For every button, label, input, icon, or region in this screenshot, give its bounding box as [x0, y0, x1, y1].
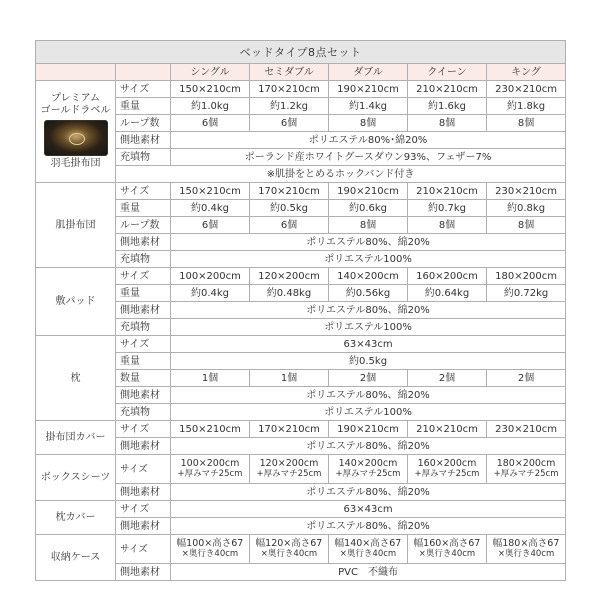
attribute-label: 側地素材	[116, 234, 171, 251]
attribute-label: 充填物	[116, 251, 171, 268]
comforter-tag-icon	[44, 120, 108, 156]
value-cell: 170×210cm	[250, 421, 329, 438]
value-cell	[250, 535, 329, 564]
value-line-sub: +厚みマチ25cm	[177, 469, 243, 479]
value-line-sub: +厚みマチ25cm	[414, 469, 480, 479]
attribute-label: 側地素材	[116, 518, 171, 535]
value-cell: 約0.72kg	[487, 285, 566, 302]
spanned-value: ポリエステル80%、綿20%	[171, 387, 566, 404]
value-line: 160×200cm	[417, 458, 477, 469]
table-row	[36, 302, 566, 319]
spanned-value: 63×43cm	[171, 501, 566, 518]
table-title: ベッドタイプ8点セット	[36, 41, 566, 64]
attribute-label: 重量	[116, 200, 171, 217]
table-row	[36, 336, 566, 353]
value-cell: 210×210cm	[408, 81, 487, 98]
attribute-label: サイズ	[116, 183, 171, 200]
attribute-label: 側地素材	[116, 438, 171, 455]
value-line: 180×200cm	[496, 458, 556, 469]
note-row	[36, 166, 566, 183]
table-row	[36, 81, 566, 98]
table-row	[36, 455, 566, 484]
table-row	[36, 183, 566, 200]
attribute-label: 側地素材	[116, 564, 171, 581]
value-cell	[487, 535, 566, 564]
table-row	[36, 115, 566, 132]
header-blank-attr	[116, 64, 171, 81]
size-header: クイーン	[408, 64, 487, 81]
value-cell: 1個	[250, 370, 329, 387]
value-cell: 150×210cm	[171, 421, 250, 438]
size-header: シングル	[171, 64, 250, 81]
value-cell	[329, 535, 408, 564]
value-cell: 約0.8kg	[487, 200, 566, 217]
value-cell: 8個	[487, 115, 566, 132]
spanned-value: ポリエステル80%、綿20%	[171, 438, 566, 455]
value-line-sub: +厚みマチ25cm	[493, 469, 559, 479]
table-row	[36, 535, 566, 564]
attribute-label: 側地素材	[116, 132, 171, 149]
attribute-label: ループ数	[116, 217, 171, 234]
value-cell: 190×210cm	[329, 183, 408, 200]
header-blank-product	[36, 64, 116, 81]
value-line: 幅120×高さ67	[255, 538, 323, 549]
value-cell: 150×210cm	[171, 183, 250, 200]
table-row	[36, 438, 566, 455]
spanned-value: ポリエステル100%	[171, 319, 566, 336]
value-cell	[171, 535, 250, 564]
value-cell: 230×210cm	[487, 81, 566, 98]
value-cell: 160×200cm	[408, 268, 487, 285]
spanned-value: ポリエステル80%、綿20%	[171, 302, 566, 319]
value-line: 120×200cm	[259, 458, 319, 469]
title-row	[36, 41, 566, 64]
table-row	[36, 404, 566, 421]
spanned-value: ポリエステル80%、綿20%	[171, 234, 566, 251]
value-cell: 約1.4kg	[329, 98, 408, 115]
value-cell: 6個	[250, 115, 329, 132]
value-cell: 約0.7kg	[408, 200, 487, 217]
value-cell: 1個	[171, 370, 250, 387]
attribute-label: 充填物	[116, 319, 171, 336]
attribute-label: サイズ	[116, 421, 171, 438]
value-cell: 8個	[408, 115, 487, 132]
table-row	[36, 370, 566, 387]
value-line: 幅160×高さ67	[413, 538, 481, 549]
product-name-cell: 肌掛布団	[36, 183, 116, 268]
spanned-value: ポリエステル80%、綿20%	[171, 484, 566, 501]
value-cell: 2個	[408, 370, 487, 387]
product-name-cell: 敷パッド	[36, 268, 116, 336]
value-line-sub: ×奥行き40cm	[260, 549, 318, 559]
table-row	[36, 149, 566, 166]
table-row	[36, 387, 566, 404]
value-cell: 8個	[487, 217, 566, 234]
value-cell: 約1.0kg	[171, 98, 250, 115]
size-header: キング	[487, 64, 566, 81]
spanned-value: PVC 不織布	[171, 564, 566, 581]
value-line: 140×200cm	[338, 458, 398, 469]
value-cell: 約0.48kg	[250, 285, 329, 302]
table-row	[36, 132, 566, 149]
product-name-line: プレミアム	[51, 93, 100, 104]
spanned-value: ポリエステル80%･綿20%	[171, 132, 566, 149]
spec-table-body	[36, 41, 566, 581]
value-cell: 6個	[171, 217, 250, 234]
value-line-sub: ×奥行き40cm	[339, 549, 397, 559]
attribute-label: サイズ	[116, 501, 171, 518]
value-cell: 約0.6kg	[329, 200, 408, 217]
table-row	[36, 98, 566, 115]
product-name-cell: 枕	[36, 336, 116, 421]
value-cell: 190×210cm	[329, 81, 408, 98]
product-name-cell	[36, 81, 116, 183]
value-cell: 6個	[171, 115, 250, 132]
value-cell: 230×210cm	[487, 183, 566, 200]
table-row	[36, 217, 566, 234]
attribute-label: 重量	[116, 353, 171, 370]
value-line: 100×200cm	[180, 458, 240, 469]
value-line-sub: +厚みマチ25cm	[335, 469, 401, 479]
product-name-bottom: 羽毛掛布団	[50, 158, 101, 169]
attribute-label: ループ数	[116, 115, 171, 132]
value-cell: 100×200cm	[171, 268, 250, 285]
table-row	[36, 421, 566, 438]
value-cell: 約0.4kg	[171, 200, 250, 217]
value-cell	[408, 535, 487, 564]
value-cell	[487, 455, 566, 484]
product-name-cell: ボックスシーツ	[36, 455, 116, 501]
value-cell: 230×210cm	[487, 421, 566, 438]
product-name-cell: 枕カバー	[36, 501, 116, 535]
value-cell: 120×200cm	[250, 268, 329, 285]
spanned-value: ポリエステル100%	[171, 251, 566, 268]
spanned-value: 63×43cm	[171, 336, 566, 353]
value-cell: 2個	[329, 370, 408, 387]
value-cell: 150×210cm	[171, 81, 250, 98]
table-row	[36, 319, 566, 336]
attribute-label: サイズ	[116, 81, 171, 98]
value-cell: 約0.56kg	[329, 285, 408, 302]
attribute-label: 充填物	[116, 149, 171, 166]
size-header: セミダブル	[250, 64, 329, 81]
table-row	[36, 268, 566, 285]
table-row	[36, 501, 566, 518]
attribute-label: 充填物	[116, 404, 171, 421]
value-cell: 140×200cm	[329, 268, 408, 285]
table-row	[36, 518, 566, 535]
value-cell: 約1.8kg	[487, 98, 566, 115]
value-cell: 8個	[329, 217, 408, 234]
spanned-value: ポリエステル100%	[171, 404, 566, 421]
spanned-value: ポーランド産ホワイトグースダウン93%、フェザー7%	[171, 149, 566, 166]
value-cell	[408, 455, 487, 484]
value-cell: 170×210cm	[250, 81, 329, 98]
attribute-label: 数量	[116, 370, 171, 387]
value-cell: 2個	[487, 370, 566, 387]
value-cell: 190×210cm	[329, 421, 408, 438]
value-cell: 約1.2kg	[250, 98, 329, 115]
product-name-cell: 掛布団カバー	[36, 421, 116, 455]
value-cell: 8個	[329, 115, 408, 132]
value-line: 幅100×高さ67	[176, 538, 244, 549]
table-row	[36, 353, 566, 370]
value-cell: 約0.5kg	[250, 200, 329, 217]
value-cell: 210×210cm	[408, 183, 487, 200]
value-cell: 6個	[250, 217, 329, 234]
value-cell: 170×210cm	[250, 183, 329, 200]
table-row	[36, 285, 566, 302]
attribute-label: 側地素材	[116, 302, 171, 319]
value-line-sub: +厚みマチ25cm	[256, 469, 322, 479]
spanned-value: 約0.5kg	[171, 353, 566, 370]
attribute-label: 重量	[116, 285, 171, 302]
attribute-label: サイズ	[116, 268, 171, 285]
size-header-row	[36, 64, 566, 81]
size-header: ダブル	[329, 64, 408, 81]
table-row	[36, 251, 566, 268]
attribute-label: サイズ	[116, 455, 171, 484]
note-cell: ※肌掛をとめるホックバンド付き	[116, 166, 566, 183]
value-line: 幅140×高さ67	[334, 538, 402, 549]
product-name-stack	[36, 93, 115, 170]
value-line-sub: ×奥行き40cm	[418, 549, 476, 559]
value-cell	[329, 455, 408, 484]
value-cell: 8個	[408, 217, 487, 234]
attribute-label: サイズ	[116, 535, 171, 564]
value-cell: 210×210cm	[408, 421, 487, 438]
table-row	[36, 234, 566, 251]
product-name-cell: 収納ケース	[36, 535, 116, 581]
attribute-label: 側地素材	[116, 484, 171, 501]
table-row	[36, 484, 566, 501]
attribute-label: 重量	[116, 98, 171, 115]
product-name-line: ゴールドラベル	[40, 105, 111, 116]
value-cell	[171, 455, 250, 484]
value-line: 幅180×高さ67	[492, 538, 560, 549]
table-row	[36, 564, 566, 581]
value-line-sub: ×奥行き40cm	[497, 549, 555, 559]
spanned-value: ポリエステル80%、綿20%	[171, 518, 566, 535]
table-row	[36, 200, 566, 217]
value-cell: 180×200cm	[487, 268, 566, 285]
attribute-label: サイズ	[116, 336, 171, 353]
value-cell: 約0.64kg	[408, 285, 487, 302]
value-cell: 約1.6kg	[408, 98, 487, 115]
attribute-label: 側地素材	[116, 387, 171, 404]
value-cell: 約0.4kg	[171, 285, 250, 302]
value-cell	[250, 455, 329, 484]
value-line-sub: ×奥行き40cm	[181, 549, 239, 559]
bed-set-spec-table	[35, 40, 566, 581]
